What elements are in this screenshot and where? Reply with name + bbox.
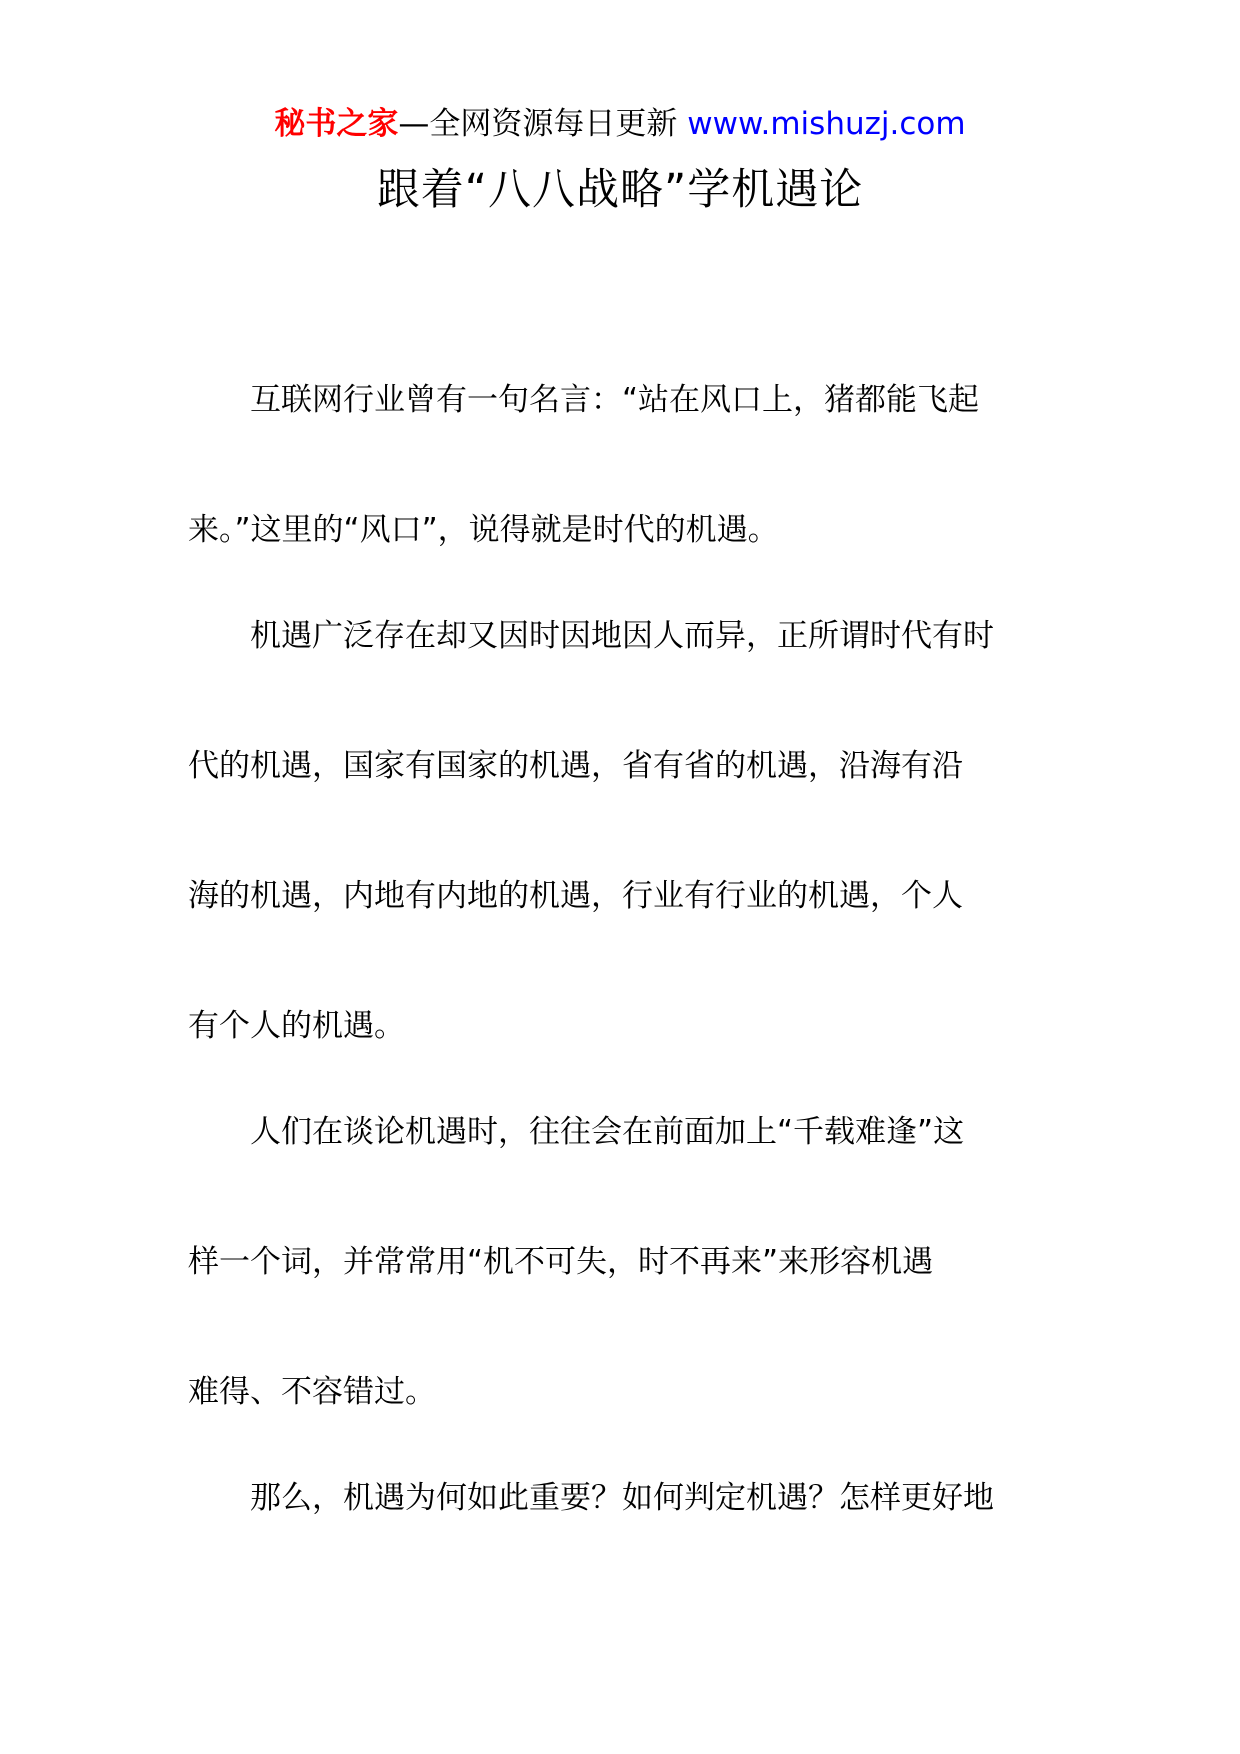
paragraph-2-line-4: 有个人的机遇。	[188, 1008, 405, 1044]
paragraph-2-line-3: 海的机遇，内地有内地的机遇，行业有行业的机遇，个人	[188, 878, 963, 914]
site-tagline: —全网资源每日更新	[398, 106, 678, 142]
site-header	[0, 104, 1240, 144]
paragraph-3-line-2: 样一个词，并常常用“机不可失，时不再来”来形容机遇	[188, 1244, 934, 1280]
site-url-link[interactable]: www.mishuzj.com	[687, 106, 966, 142]
paragraph-4-line-1: 那么，机遇为何如此重要？如何判定机遇？怎样更好地	[250, 1480, 994, 1516]
paragraph-2-line-2: 代的机遇，国家有国家的机遇，省有省的机遇，沿海有沿	[188, 748, 963, 784]
paragraph-2-line-1: 机遇广泛存在却又因时因地因人而异，正所谓时代有时	[250, 618, 994, 654]
paragraph-3-line-1: 人们在谈论机遇时，往往会在前面加上“千载难逢”这	[250, 1114, 965, 1150]
paragraph-1-line-2: 来。”这里的“风口”，说得就是时代的机遇。	[188, 512, 779, 548]
paragraph-3-line-3: 难得、不容错过。	[188, 1374, 436, 1410]
site-brand: 秘书之家	[274, 106, 399, 142]
document-title: 跟着“八八战略”学机遇论	[376, 165, 864, 215]
paragraph-1-line-1: 互联网行业曾有一句名言：“站在风口上，猪都能飞起	[250, 382, 980, 418]
document-body	[188, 380, 1054, 1518]
